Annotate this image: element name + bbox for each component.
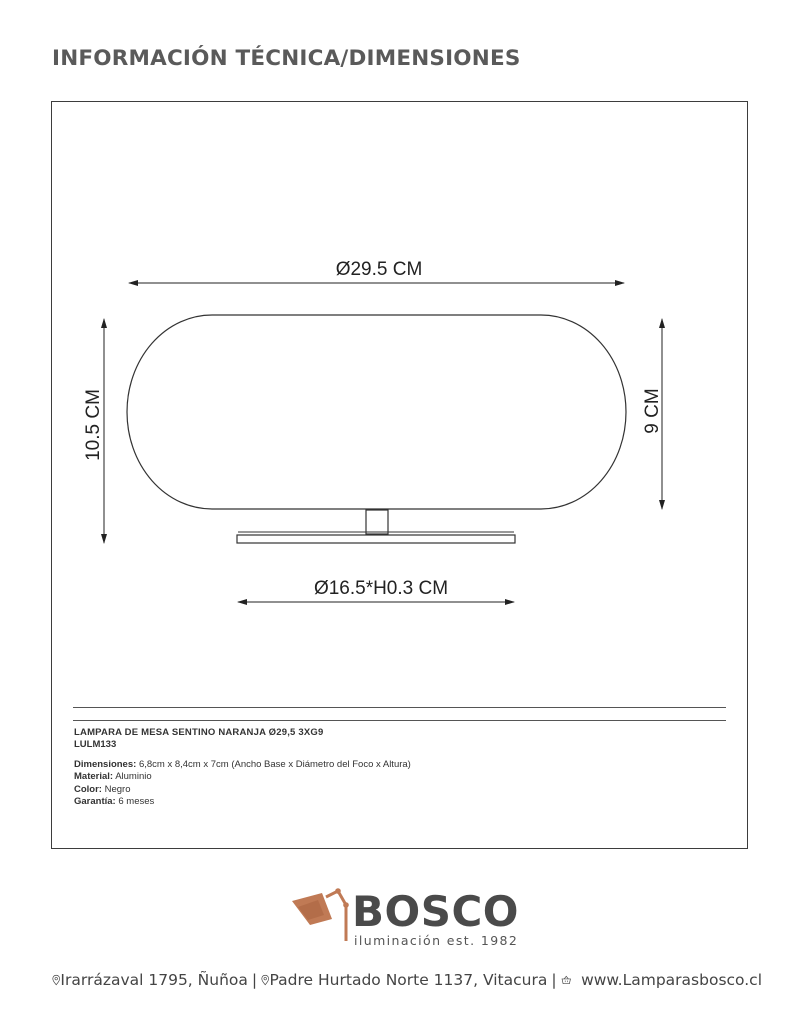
footer-separator: | bbox=[251, 971, 258, 989]
lamp-shade-outline bbox=[127, 315, 626, 509]
spec-value: Negro bbox=[104, 783, 131, 795]
divider-top bbox=[73, 707, 726, 708]
spec-key: Dimensiones: bbox=[74, 758, 137, 770]
footer-address-nunoa: Irarrázaval 1795, Ñuñoa bbox=[60, 971, 248, 989]
total-height-dimension-label: 10.5 CM bbox=[83, 389, 104, 461]
spec-key: Material: bbox=[74, 771, 114, 783]
shopping-basket-icon bbox=[561, 971, 572, 989]
footer-separator: | bbox=[551, 971, 557, 989]
page-title: INFORMACIÓN TÉCNICA/DIMENSIONES bbox=[52, 46, 521, 71]
footer-contact bbox=[52, 970, 762, 990]
spec-value: 6,8cm x 8,4cm x 7cm (Ancho Base x Diámetro del Foco x Altura) bbox=[138, 758, 411, 770]
footer-website-link[interactable]: www.Lamparasbosco.cl bbox=[581, 971, 763, 989]
lamp-stem bbox=[366, 510, 388, 534]
width-dimension-label: Ø29.5 CM bbox=[335, 259, 423, 280]
location-pin-icon bbox=[52, 970, 60, 990]
spec-row-warranty bbox=[74, 796, 714, 808]
brand-tagline: iluminación est. 1982 bbox=[354, 933, 519, 948]
spec-key: Garantía: bbox=[74, 796, 116, 808]
lamp-logo-icon bbox=[288, 883, 358, 953]
base-dimension-label: Ø16.5*H0.3 CM bbox=[313, 578, 449, 599]
divider-bottom bbox=[73, 720, 726, 721]
footer-address-vitacura: Padre Hurtado Norte 1137, Vitacura bbox=[269, 971, 548, 989]
brand-name: BOSCO bbox=[352, 887, 519, 936]
spec-value: Aluminio bbox=[115, 771, 152, 783]
location-pin-icon bbox=[261, 970, 269, 990]
spec-row-color bbox=[74, 784, 714, 796]
product-info bbox=[74, 727, 714, 808]
spec-key: Color: bbox=[74, 783, 102, 795]
product-title: LAMPARA DE MESA SENTINO NARANJA Ø29,5 3XG9 bbox=[74, 727, 324, 738]
spec-row-material bbox=[74, 771, 714, 783]
shade-height-dimension-label: 9 CM bbox=[642, 388, 663, 434]
product-code: LULM133 bbox=[74, 739, 117, 751]
spec-value: 6 meses bbox=[118, 796, 155, 808]
brand-logo bbox=[288, 883, 528, 953]
spec-row-dimensions bbox=[74, 759, 714, 771]
lamp-base bbox=[237, 535, 515, 543]
